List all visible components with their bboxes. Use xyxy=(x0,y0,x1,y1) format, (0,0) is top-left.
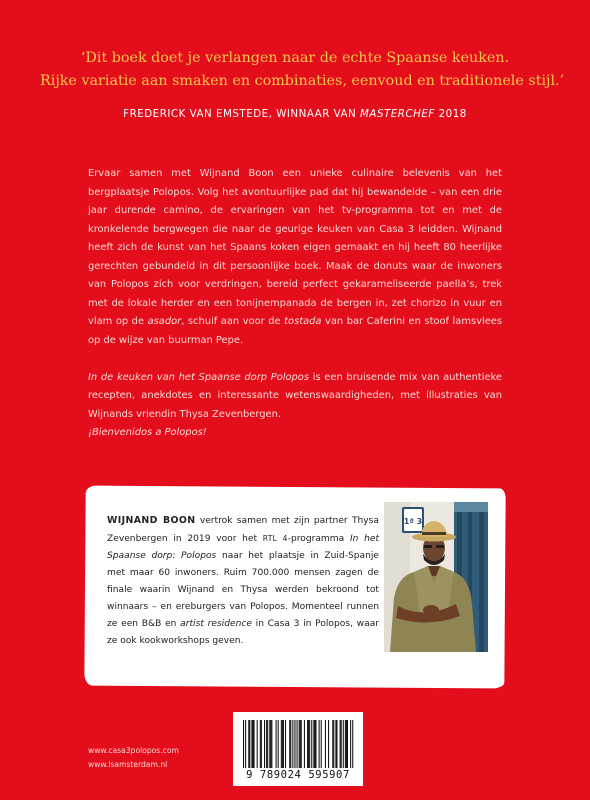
barcode-bar xyxy=(294,720,295,768)
barcode-bar xyxy=(282,720,283,768)
attribution-prefix: FREDERICK VAN EMSTEDE, WINNAAR VAN xyxy=(123,108,361,120)
blurb-bienvenidos: ¡Bienvenidos a Polopos! xyxy=(88,427,207,438)
barcode-bar xyxy=(346,720,347,768)
quote-line-2: Rijke variatie aan smaken en combinaties, eenvoud en traditionele stijl.’ xyxy=(40,73,565,89)
barcode-bar xyxy=(321,720,322,768)
barcode-bar xyxy=(315,720,316,768)
author-bio xyxy=(107,512,379,650)
barcode-bar xyxy=(269,720,270,768)
barcode-bar xyxy=(283,720,284,768)
author-photo xyxy=(384,502,488,652)
barcode-bar xyxy=(336,720,337,768)
bio-program: In het Spaanse dorp: Polopos xyxy=(107,534,380,561)
barcode-bar xyxy=(328,720,329,768)
barcode-bar xyxy=(252,720,253,768)
blurb-paragraph-1 xyxy=(88,165,502,350)
barcode-bar xyxy=(254,720,255,768)
bio-text-3: naar het plaatsje in Zuid-Spanje met maar 60 inwoners. Ruim 700.000 mensen zagen de finale waarin Wijnand en Thysa werden bekroond tot winnaars – en ereburgers van Polopos. Momenteel runnen ze een B&B en xyxy=(107,551,379,629)
barcode-bar xyxy=(301,720,302,768)
bio-text-4: in Casa 3 in Polopos, waar ze ook kookworkshops geven. xyxy=(107,619,380,646)
blurb-p1-part3: van bar Caferini en stoof lamsvlees op de wijze van buurman Pepe. xyxy=(88,316,502,346)
barcode-bar xyxy=(308,720,309,768)
barcode-bar xyxy=(266,720,267,768)
blurb-p2-rest: is een bruisende mix van authentieke recepten, anekdotes en interessante wetenswaardigheden, met illustraties van Wijnands vriendin Thysa Zevenbergen. xyxy=(88,371,502,420)
attribution-year: 2018 xyxy=(434,108,467,120)
publisher-urls xyxy=(88,744,179,772)
barcode-bar xyxy=(257,720,258,768)
barcode-bar xyxy=(281,720,282,768)
author-name: WIJNAND BOON xyxy=(107,515,196,526)
house-number-sign: 1ª 3 xyxy=(403,517,423,526)
blurb-book-title: In de keuken van het Spaanse dorp Polopos xyxy=(88,371,309,383)
barcode-bar xyxy=(276,720,277,768)
barcode-bar xyxy=(300,720,301,768)
barcode-bar xyxy=(285,720,286,768)
barcode-bar xyxy=(243,720,244,768)
barcode-bar xyxy=(270,720,271,768)
barcode-bar xyxy=(251,720,252,768)
barcode-bar xyxy=(271,720,272,768)
url-lsamsterdam[interactable]: www.lsamsterdam.nl xyxy=(88,760,168,769)
barcode-bar xyxy=(297,720,298,768)
isbn-number: 9 789024 595907 xyxy=(246,769,350,781)
barcode-bar xyxy=(319,720,320,768)
blurb-text xyxy=(88,165,502,443)
bio-text-1: vertrok samen met zijn partner Thysa Zevenbergen in 2019 voor het xyxy=(107,516,379,544)
barcode-bar xyxy=(345,720,346,768)
barcode-bar xyxy=(249,720,250,768)
barcode-bar xyxy=(267,720,268,768)
barcode-bar xyxy=(264,720,265,768)
barcode-bar xyxy=(311,720,312,768)
barcode-bar xyxy=(292,720,293,768)
barcode-bar xyxy=(332,720,333,768)
quote-line-1: ‘Dit boek doet je verlangen naar de echte Spaanse keuken. xyxy=(80,50,510,66)
blurb-asador: asador xyxy=(147,316,182,327)
barcode-bar xyxy=(341,720,342,768)
barcode-bar xyxy=(289,720,290,768)
review-quote xyxy=(40,47,565,93)
barcode-bar xyxy=(325,720,326,768)
barcode-bar xyxy=(304,720,305,768)
blurb-p1-part1: Ervaar samen met Wijnand Boon een unieke culinaire belevenis van het bergplaatsje Polopos. Volg het avontuurlijke pad dat hij bewandelde – van een drie jaar durende camino, de ervaringen van het tv-programma tot en met de kronkelende bergwegen die naar de geurige keuken van Casa 3 leidden. Wijnand heeft zich de kunst van het Spaans koken eigen gemaakt en hij heeft 80 heerlijke gerechten gebundeld in dit persoonlijke boek. Maak de donuts waar de inwoners van Polopos zich voor verdringen, bereid perfect gekarameliseerde paella’s, trek met de lokale herder en een tonijnempanada de bergen in, zet chorizo in vuur en vlam op de xyxy=(88,168,502,327)
barcode-bar xyxy=(313,720,314,768)
barcode-bar xyxy=(307,720,308,768)
barcode-bar xyxy=(299,720,300,768)
barcode-bar xyxy=(261,720,262,768)
barcode-bar xyxy=(309,720,310,768)
blurb-tostada: tostada xyxy=(284,316,322,327)
barcode-bar xyxy=(343,720,344,768)
barcode-bar xyxy=(347,720,348,768)
barcode-bar xyxy=(278,720,279,768)
blurb-p1-part2: , schuif aan voor de xyxy=(181,316,285,327)
blurb-paragraph-2 xyxy=(88,369,502,443)
barcode-bar xyxy=(248,720,249,768)
barcode-bar xyxy=(290,720,291,768)
bio-artist-residence: artist residence xyxy=(180,619,252,629)
attribution-show: MASTERCHEF xyxy=(360,108,435,120)
bio-text-2: -programma xyxy=(287,534,350,544)
barcode-bar xyxy=(314,720,315,768)
barcode-bar xyxy=(245,720,246,768)
url-casa3[interactable]: www.casa3polopos.com xyxy=(88,746,179,755)
author-photo-illustration xyxy=(384,502,488,652)
barcode-bar xyxy=(335,720,336,768)
barcode-bar xyxy=(352,720,353,768)
bio-rtl: RTL 4 xyxy=(262,534,288,543)
barcode-bar xyxy=(260,720,261,768)
barcode-bar xyxy=(340,720,341,768)
quote-attribution xyxy=(40,108,550,120)
barcode-bar xyxy=(350,720,351,768)
barcode-bar xyxy=(333,720,334,768)
